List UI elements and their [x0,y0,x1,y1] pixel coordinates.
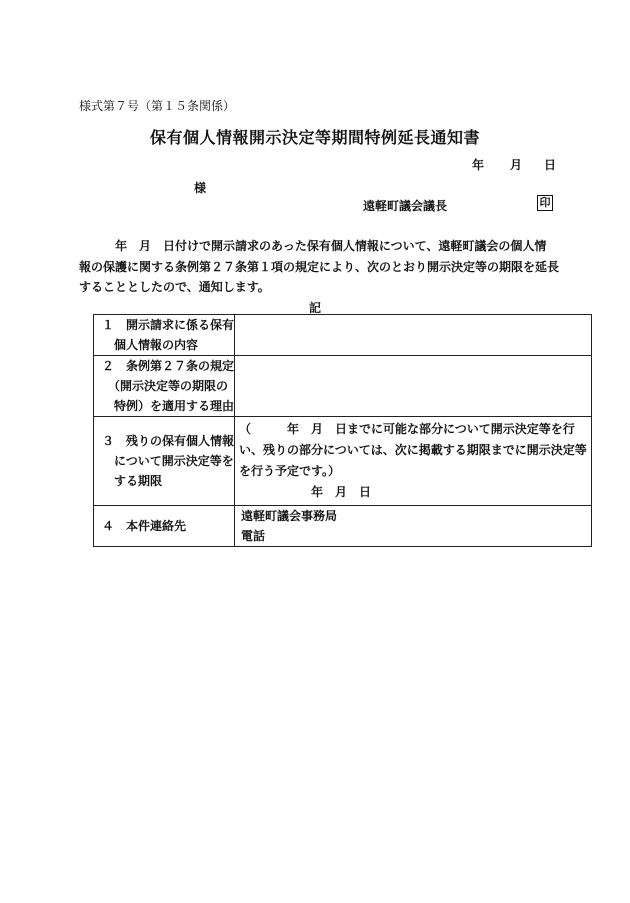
request-content-cell [235,315,592,356]
date-day: 日 [544,158,557,172]
row-label [94,356,235,417]
deadline-content-cell [235,417,592,506]
row-label-line: 個人情報の内容 [102,338,199,352]
contact-content-cell [235,506,592,547]
row-label-line: する期限 [102,474,163,488]
contact-line: 電話 [241,529,266,543]
deadline-line: い、残りの部分については、次に掲載する期限までに開示決定等 [239,443,587,457]
row-label-line: ３ 残りの保有個人情報 [102,434,235,448]
deadline-line: を行う予定です。） [239,464,341,478]
table-row [94,506,592,547]
detail-table [93,314,592,547]
date-line [472,156,556,173]
addressee-honorific: 様 [194,181,207,195]
ki-heading: 記 [308,301,321,315]
notice-body-line: することとしたので、通知します。 [79,280,270,294]
seal-mark: 印 [537,195,553,211]
form-number: 様式第７号（第１５条関係） [79,99,236,113]
date-month: 月 [510,158,523,172]
row-label-line: 特例）を適用する理由 [102,399,235,413]
contact-line: 遠軽町議会事務局 [241,509,338,523]
document-title: 保有個人情報開示決定等期間特例延長通知書 [149,128,480,147]
row-label [94,506,235,547]
notice-body-line: 年 月 日付けで開示請求のあった保有個人情報について、遠軽町議会の個人情 [79,239,547,253]
notice-body [79,236,559,298]
row-label-line: ４ 本件連絡先 [102,519,187,533]
row-label-line: について開示決定等を [102,454,234,468]
table-row [94,315,592,356]
row-label-line: （開示決定等の期限の [102,379,229,393]
deadline-line: 年 月 日 [239,485,372,499]
reason-content-cell [235,356,592,417]
sender-name: 遠軽町議会議長 [363,199,448,213]
table-row [94,417,592,506]
deadline-line: （ 年 月 日までに可能な部分について開示決定等を行 [239,422,575,436]
notice-body-line: 報の保護に関する条例第２７条第１項の規定により、次のとおり開示決定等の期限を延長 [79,259,560,274]
row-label-line: ２ 条例第２７条の規定 [102,359,235,373]
row-label-line: １ 開示請求に係る保有 [102,318,235,332]
date-year: 年 [472,158,485,172]
table-row [94,356,592,417]
row-label [94,315,235,356]
row-label [94,417,235,506]
